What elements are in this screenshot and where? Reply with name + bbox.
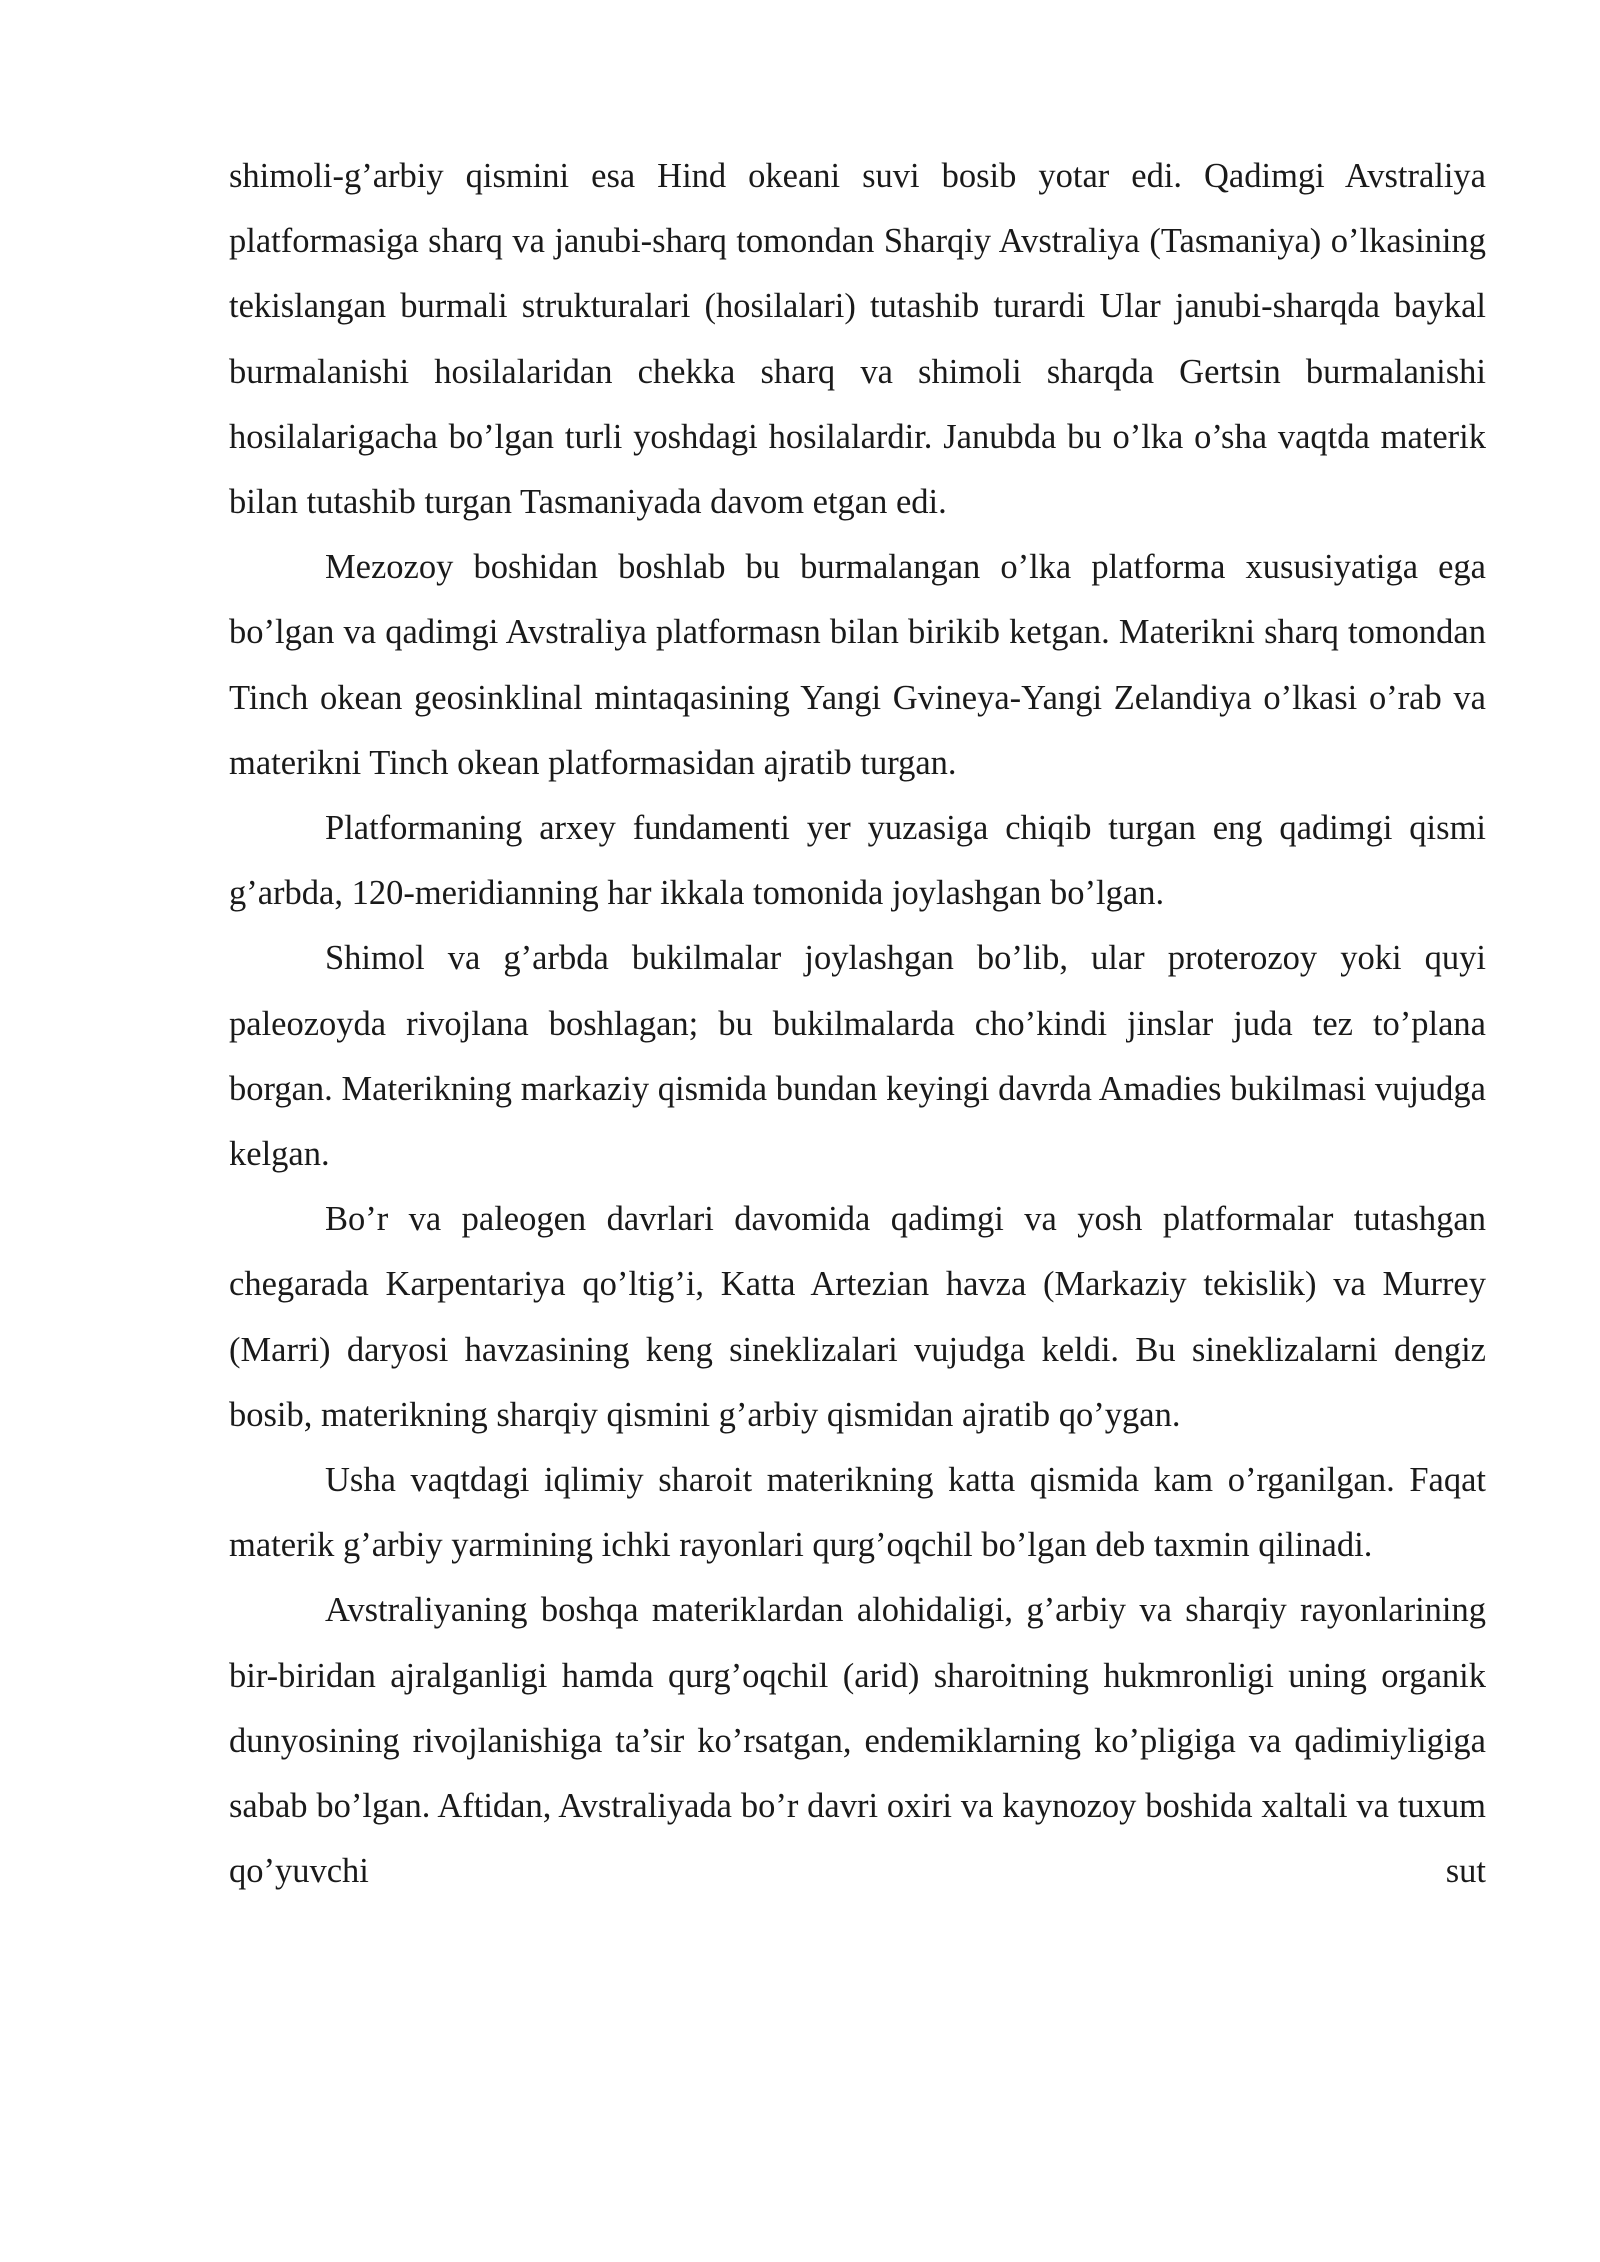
- paragraph-5: Bo’r va paleogen davrlari davomida qadimgi va yosh platformalar tutashgan chegarada Karpentariya qo’ltig’i, Katta Artezian havza (Markaziy tekislik) va Murrey (Marri) daryosi havzasining keng sineklizalari vujudga keldi. Bu sineklizalarni dengiz bosib, materikning sharqiy qismini g’arbiy qismidan ajratib qo’ygan.: [229, 1200, 1486, 1434]
- paragraph-4: Shimol va g’arbda bukilmalar joylashgan bo’lib, ular proterozoy yoki quyi paleozoyda rivojlana boshlagan; bu bukilmalarda cho’kindi jinslar juda tez to’plana borgan. Materikning markaziy qismida bundan keyingi davrda Amadies bukilmasi vujudga kelgan.: [229, 939, 1486, 1174]
- paragraph-1: shimoli-g’arbiy qismini esa Hind okeani suvi bosib yotar edi. Qadimgi Avstraliya platformasiga sharq va janubi-sharq tomondan Sharqiy Avstraliya (Tasmaniya) o’lkasining tekislangan burmali strukturalari (hosilalari) tutashib turardi Ular janubi-sharqda baykal burmalanishi hosilalaridan chekka sharq va shimoli sharqda Gertsin burmalanishi hosilalarigacha bo’lgan turli yoshdagi hosilalardir. Janubda bu o’lka o’sha vaqtda materik bilan tutashib turgan Tasmaniyada davom etgan edi.: [229, 157, 1486, 522]
- paragraph-6: Usha vaqtdagi iqlimiy sharoit materikning katta qismida kam o’rganilgan. Faqat materik g’arbiy yarmining ichki rayonlari qurg’oqchil bo’lgan deb taxmin qilinadi.: [229, 1461, 1486, 1565]
- page-body: [229, 144, 1486, 1904]
- paragraph-2: Mezozoy boshidan boshlab bu burmalangan o’lka platforma xususiyatiga ega bo’lgan va qadimgi Avstraliya platformasn bilan birikib ketgan. Materikni sharq tomondan Tinch okean geosinklinal mintaqasining Yangi Gvineya-Yangi Zelandiya o’lkasi o’rab va materikni Tinch okean platformasidan ajratib turgan.: [229, 548, 1486, 782]
- paragraph-7: Avstraliyaning boshqa materiklardan alohidaligi, g’arbiy va sharqiy rayonlarining bir-biridan ajralganligi hamda qurg’oqchil (arid) sharoitning hukmronligi uning organik dunyosining rivojlanishiga ta’sir ko’rsatgan, endemiklarning ko’pligiga va qadimiyligiga sabab bo’lgan. Aftidan, Avstraliyada bo’r davri oxiri va kaynozoy boshida xaltali va tuxum qo’yuvchi sut: [229, 1591, 1486, 1891]
- paragraph-3: Platformaning arxey fundamenti yer yuzasiga chiqib turgan eng qadimgi qismi g’arbda, 120-meridianning har ikkala tomonida joylashgan bo’lgan.: [229, 809, 1486, 913]
